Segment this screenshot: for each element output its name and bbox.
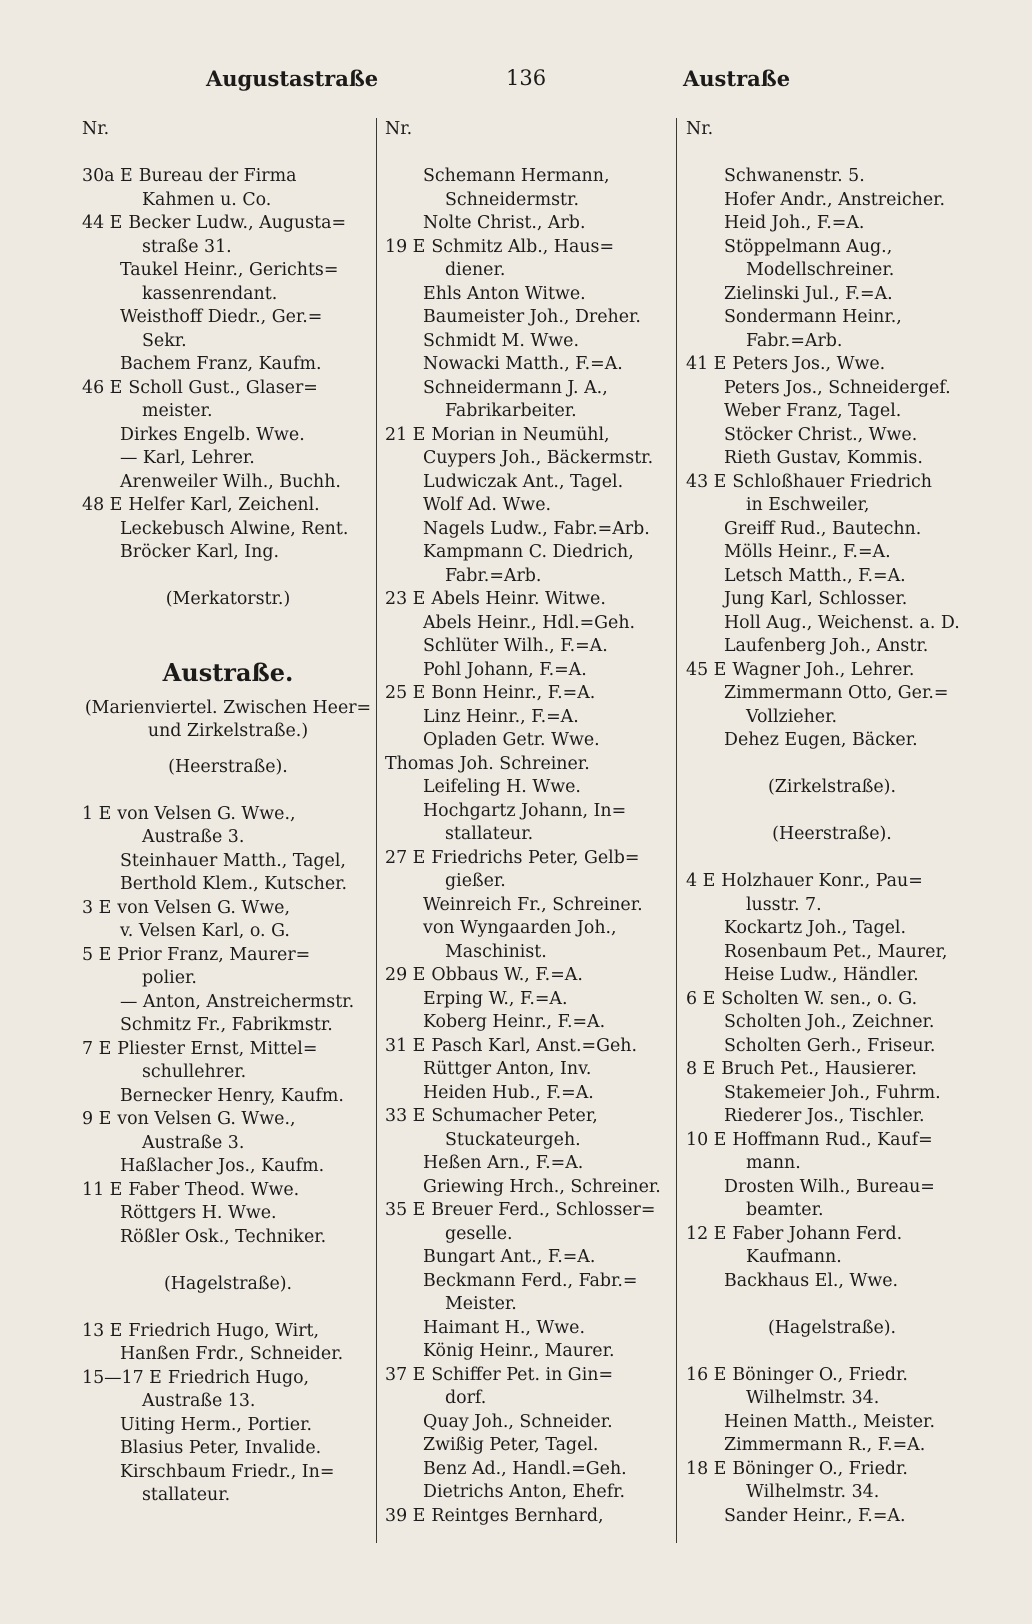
house-number: 44 E [82,213,123,233]
resident-line: Linz Heinr., F.=A. [423,706,579,727]
spacer [82,744,374,756]
continuation-line: Wilhelmstr. 34. [746,1482,880,1502]
column-3 [686,118,978,1528]
continuation-line: Austraße 3. [142,827,245,847]
resident-line: Laufenberg Joh., Anstr. [724,636,929,656]
resident-text: von Velsen G. Wwe., [117,803,296,824]
resident-line: Rößler Osk., Techniker. [120,1226,327,1247]
entry-line [82,1179,374,1203]
entry-line [385,847,677,871]
house-number: 7 E [82,1038,112,1059]
resident-line: Heinen Matth., Meister. [724,1411,935,1432]
entry-line [82,944,374,968]
resident-text: Prior Franz, Maurer= [117,944,311,965]
house-number: 16 E [686,1364,727,1385]
resident-line: Nolte Christ., Arb. [423,213,586,233]
resident-text: Hoffmann Rud., Kauf= [732,1129,933,1150]
entry-line [385,588,677,612]
entry-line [82,212,374,236]
column-divider [376,118,377,1543]
resident-line: Bungart Ant., F.=A. [423,1247,596,1267]
resident-text: von Velsen G. Wwe, [117,897,290,918]
spacer [686,800,978,824]
house-number: 4 E [686,871,716,891]
resident-text: Faber Johann Ferd. [732,1223,903,1244]
entry-line [385,1505,677,1529]
spacer [686,142,978,166]
continuation-line: Maschinist. [445,941,547,962]
resident-line: — Karl, Lehrer. [120,448,255,468]
resident-text: Schmitz Alb., Haus= [431,236,615,257]
resident-line: Rosenbaum Pet., Maurer, [724,941,948,962]
house-number: 9 E [82,1109,112,1129]
continuation-line: schullehrer. [142,1062,247,1082]
resident-line: Koberg Heinr., F.=A. [423,1012,606,1032]
entry-line [686,1458,978,1482]
resident-line: Rüttger Anton, Inv. [423,1059,592,1079]
resident-text: Obbaus W., F.=A. [431,965,583,985]
continuation-line: Kaufmann. [746,1247,842,1267]
resident-line: Abels Heinr., Hdl.=Geh. [423,612,636,633]
continuation-line: Fabr.=Arb. [746,330,843,351]
resident-line: Hochgartz Johann, In= [423,800,627,821]
entry-line [385,1105,677,1129]
resident-line: Opladen Getr. Wwe. [423,730,600,750]
resident-text: Faber Theod. Wwe. [128,1179,300,1200]
resident-line: Zimmermann Otto, Ger.= [724,683,949,703]
house-number: 41 E [686,354,727,374]
resident-text: Breuer Ferd., Schlosser= [431,1200,656,1220]
resident-text: Bonn Heinr., F.=A. [431,683,596,703]
continuation-line: stallateur. [142,1485,231,1505]
entry-line [686,988,978,1012]
header-left-street: Augustastraße [206,66,379,91]
house-number: 6 E [686,988,716,1009]
entry-line [385,964,677,988]
continuation-line: Schneidermstr. [445,189,579,210]
resident-line: Hofer Andr., Anstreicher. [724,189,946,210]
resident-text: Schloßhauer Friedrich [732,471,932,492]
resident-line: Letsch Matth., F.=A. [724,565,906,586]
continuation-line: Fabrikarbeiter. [445,401,577,421]
house-number: 1 E [82,803,112,824]
resident-line: Hanßen Frdr., Schneider. [120,1344,344,1364]
cross-street: (Marienviertel. Zwischen Heer= [84,697,372,718]
entry-line [385,1364,677,1388]
resident-line: Weisthoff Diedr., Ger.= [120,307,323,327]
resident-line: Dehez Eugen, Bäcker. [724,730,918,750]
resident-line: Pohl Johann, F.=A. [423,659,587,680]
resident-line: König Heinr., Maurer. [423,1341,615,1361]
entry-line [385,1035,677,1059]
house-number: 30a E [82,166,133,186]
spacer [82,612,374,636]
house-number: 3 E [82,897,112,918]
entry-line [385,682,677,706]
entry-line [82,494,374,518]
continuation-line: in Eschweiler, [746,495,870,515]
entry-line [385,1199,677,1223]
house-number: 48 E [82,495,123,515]
resident-line: Cuypers Joh., Bäckermstr. [423,448,654,468]
continuation-line: kassenrendant. [142,283,278,304]
resident-text: Reintges Bernhard, [431,1505,604,1526]
resident-text: Holzhauer Konr., Pau= [721,871,923,891]
resident-line: Nowacki Matth., F.=A. [423,354,623,374]
resident-text: von Velsen G. Wwe., [117,1109,296,1129]
resident-line: Jung Karl, Schlosser. [724,589,908,609]
cross-street: und Zirkelstraße.) [147,721,309,741]
resident-line: Bernecker Henry, Kaufm. [120,1085,344,1106]
resident-line: Quay Joh., Schneider. [423,1411,613,1432]
resident-line: v. Velsen Karl, o. G. [120,921,290,941]
continuation-line: geselle. [445,1223,513,1244]
cross-street: (Hagelstraße). [767,1317,897,1338]
house-number: 15—17 E [82,1367,162,1388]
continuation-line: meister. [142,401,213,421]
resident-line: Rieth Gustav, Kommis. [724,448,923,468]
entry-line [82,1367,374,1391]
entry-line [82,1108,374,1132]
resident-line: Weinreich Fr., Schreiner. [423,894,643,915]
resident-line: Wolf Ad. Wwe. [423,495,552,515]
entry-line [82,1320,374,1344]
resident-line: Greiff Rud., Bautechn. [724,518,922,539]
resident-line: Kirschbaum Friedr., In= [120,1461,335,1482]
column-2 [385,118,677,1528]
continuation-line: stallateur. [445,824,534,844]
resident-line: Bröcker Karl, Ing. [120,542,279,562]
continuation-line: diener. [445,260,506,280]
house-number: 33 E [385,1106,426,1126]
house-number: 8 E [686,1059,716,1079]
continuation-line: straße 31. [142,236,232,257]
continuation-line: mann. [746,1153,801,1173]
resident-text: Böninger O., Friedr. [732,1364,908,1385]
entry-line [686,659,978,683]
resident-line: Holl Aug., Weichenst. a. D. [724,612,960,633]
resident-line: Haimant H., Wwe. [423,1317,586,1338]
continuation-line: Kahmen u. Co. [142,189,272,210]
resident-line: Ehls Anton Witwe. [423,283,586,304]
entry-line [385,236,677,260]
resident-text: Schumacher Peter, [431,1106,598,1126]
entry-line [686,870,978,894]
resident-line: Haßlacher Jos., Kaufm. [120,1156,325,1176]
house-number: 18 E [686,1458,727,1479]
resident-line: Stöcker Christ., Wwe. [724,424,918,445]
resident-line: Drosten Wilh., Bureau= [724,1176,935,1197]
cross-street: (Zirkelstraße). [768,777,896,797]
resident-line: Benz Ad., Handl.=Geh. [423,1458,627,1479]
resident-text: Wagner Joh., Lehrer. [732,659,915,680]
resident-line: Erping W., F.=A. [423,988,568,1009]
text-line: Nr. [686,119,714,139]
house-number: 12 E [686,1223,727,1244]
house-number: 19 E [385,236,426,257]
resident-line: Scholten Joh., Zeichner. [724,1012,935,1032]
resident-line: Zimmermann R., F.=A. [724,1435,926,1455]
street-heading: Austraße. [162,658,294,687]
resident-line: Blasius Peter, Invalide. [120,1438,322,1458]
resident-text: Pasch Karl, Anst.=Geh. [431,1035,638,1056]
continuation-line: dorf. [445,1388,487,1408]
resident-text: Schiffer Pet. in Gin= [431,1364,614,1385]
resident-text: Helfer Karl, Zeichenl. [128,495,320,515]
resident-line: Dirkes Engelb. Wwe. [120,424,305,445]
continuation-line: polier. [142,968,197,988]
entry-line [686,1129,978,1153]
resident-line: — Anton, Anstreichermstr. [120,991,355,1012]
resident-line: Sander Heinr., F.=A. [724,1505,906,1526]
house-number: 45 E [686,659,727,680]
spacer [385,142,677,166]
resident-line: Backhaus El., Wwe. [724,1270,899,1291]
resident-line: Steinhauer Matth., Tagel, [120,850,346,871]
continuation-line: Austraße 3. [142,1132,245,1153]
house-number: 23 E [385,589,426,609]
spacer [82,1296,374,1320]
resident-line: Heise Ludw., Händler. [724,965,919,985]
spacer [82,779,374,803]
resident-line: Arenweiler Wilh., Buchh. [120,471,341,492]
page-number: 136 [506,66,547,90]
resident-line: von Wyngaarden Joh., [423,918,617,938]
page-header [0,66,1032,106]
entry-line [686,1364,978,1388]
resident-line: Heßen Arn., F.=A. [423,1153,584,1173]
resident-line: Heiden Hub., F.=A. [423,1082,594,1103]
spacer [82,142,374,166]
spacer [82,565,374,589]
entry-line [686,471,978,495]
resident-line: Schmidt M. Wwe. [423,330,579,351]
cross-street: (Heerstraße). [168,756,288,777]
resident-line: Heid Joh., F.=A. [724,213,865,233]
resident-line: Zielinski Jul., F.=A. [724,283,893,304]
entry-line [82,165,374,189]
entry-line [686,1058,978,1082]
house-number: 13 E [82,1320,123,1341]
resident-line: Dietrichs Anton, Ehefr. [423,1482,626,1502]
text-line: Nr. [82,119,110,139]
resident-line: Beckmann Ferd., Fabr.= [423,1270,638,1291]
resident-line: Schmitz Fr., Fabrikmstr. [120,1015,333,1035]
continuation-line: Meister. [445,1294,517,1314]
house-number: 46 E [82,377,123,398]
house-number: 27 E [385,847,426,868]
resident-text: Becker Ludw., Augusta= [128,213,347,233]
house-number: 10 E [686,1129,727,1150]
continuation-line: gießer. [445,871,506,891]
resident-line: Kampmann C. Diedrich, [423,542,634,562]
continuation-line: Modellschreiner. [746,260,895,280]
resident-text: Scholl Gust., Glaser= [128,377,318,398]
resident-text: Peters Jos., Wwe. [732,354,886,374]
house-number: 29 E [385,965,426,985]
resident-line: Weber Franz, Tagel. [724,401,902,421]
house-number: 43 E [686,471,727,492]
resident-text: Bureau der Firma [138,166,297,186]
entry-line [82,803,374,827]
resident-text: Friedrich Hugo, [167,1367,310,1388]
house-number: 21 E [385,424,426,445]
continuation-line: Fabr.=Arb. [445,565,542,586]
cross-street: (Heerstraße). [772,824,892,844]
resident-line: Bachem Franz, Kaufm. [120,354,322,374]
resident-line: Stakemeier Joh., Fuhrm. [724,1082,941,1103]
resident-line: Stöppelmann Aug., [724,236,893,257]
continuation-line: Vollzieher. [746,706,837,727]
continuation-line: lusstr. 7. [746,894,822,915]
entry-line [686,1223,978,1247]
resident-line: Leifeling H. Wwe. [423,777,581,797]
house-number: 11 E [82,1179,123,1200]
text-line: Nr. [385,119,413,139]
house-number: 25 E [385,683,426,703]
continuation-line: beamter. [746,1200,824,1220]
entry-line [82,377,374,401]
resident-text: Friedrichs Peter, Gelb= [431,847,640,868]
house-number: 5 E [82,944,112,965]
resident-line: Berthold Klem., Kutscher. [120,874,348,894]
spacer [686,753,978,777]
cross-street: (Merkatorstr.) [165,589,291,609]
resident-line: Riederer Jos., Tischler. [724,1106,925,1126]
house-number: 31 E [385,1035,426,1056]
column-1 [82,118,374,1508]
spacer [686,1293,978,1317]
resident-text: Bruch Pet., Hausierer. [721,1059,917,1079]
resident-line: Peters Jos., Schneidergef. [724,377,951,398]
resident-line: Uiting Herm., Portier. [120,1414,313,1435]
resident-text: Friedrich Hugo, Wirt, [128,1320,320,1341]
resident-line: Ludwiczak Ant., Tagel. [423,471,624,492]
resident-text: Scholten W. sen., o. G. [721,988,918,1009]
spacer [686,847,978,871]
text-line: Thomas Joh. Schreiner. [385,753,590,774]
resident-line: Nagels Ludw., Fabr.=Arb. [423,518,650,539]
resident-line: Scholten Gerh., Friseur. [724,1035,936,1056]
resident-text: Pliester Ernst, Mittel= [117,1038,318,1059]
spacer [82,1249,374,1273]
continuation-line: Wilhelmstr. 34. [746,1388,880,1408]
cross-street: (Hagelstraße). [163,1273,293,1294]
entry-line [385,424,677,448]
entry-line [82,1038,374,1062]
resident-text: Morian in Neumühl, [431,424,610,445]
continuation-line: Stuckateurgeh. [445,1129,581,1150]
resident-line: Mölls Heinr., F.=A. [724,542,891,562]
resident-line: Röttgers H. Wwe. [120,1203,277,1223]
resident-text: Böninger O., Friedr. [732,1458,908,1479]
entry-line [686,353,978,377]
resident-line: Schneidermann J. A., [423,377,608,398]
house-number: 37 E [385,1364,426,1385]
resident-line: Schemann Hermann, [423,166,610,186]
resident-line: Taukel Heinr., Gerichts= [120,260,339,280]
resident-line: Baumeister Joh., Dreher. [423,307,641,327]
house-number: 35 E [385,1200,426,1220]
header-right-street: Austraße [683,66,791,91]
entry-line [82,897,374,921]
resident-text: Abels Heinr. Witwe. [431,589,606,609]
resident-line: Schlüter Wilh., F.=A. [423,636,608,656]
resident-line: Leckebusch Alwine, Rent. [120,518,349,539]
resident-line: Sondermann Heinr., [724,307,902,327]
resident-line: Zwißig Peter, Tagel. [423,1435,599,1455]
house-number: 39 E [385,1505,426,1526]
resident-line: Griewing Hrch., Schreiner. [423,1176,661,1197]
spacer [686,1340,978,1364]
resident-line: Schwanenstr. 5. [724,166,865,186]
resident-line: Kockartz Joh., Tagel. [724,918,906,938]
continuation-line: Sekr. [142,330,187,351]
continuation-line: Austraße 13. [142,1391,256,1411]
